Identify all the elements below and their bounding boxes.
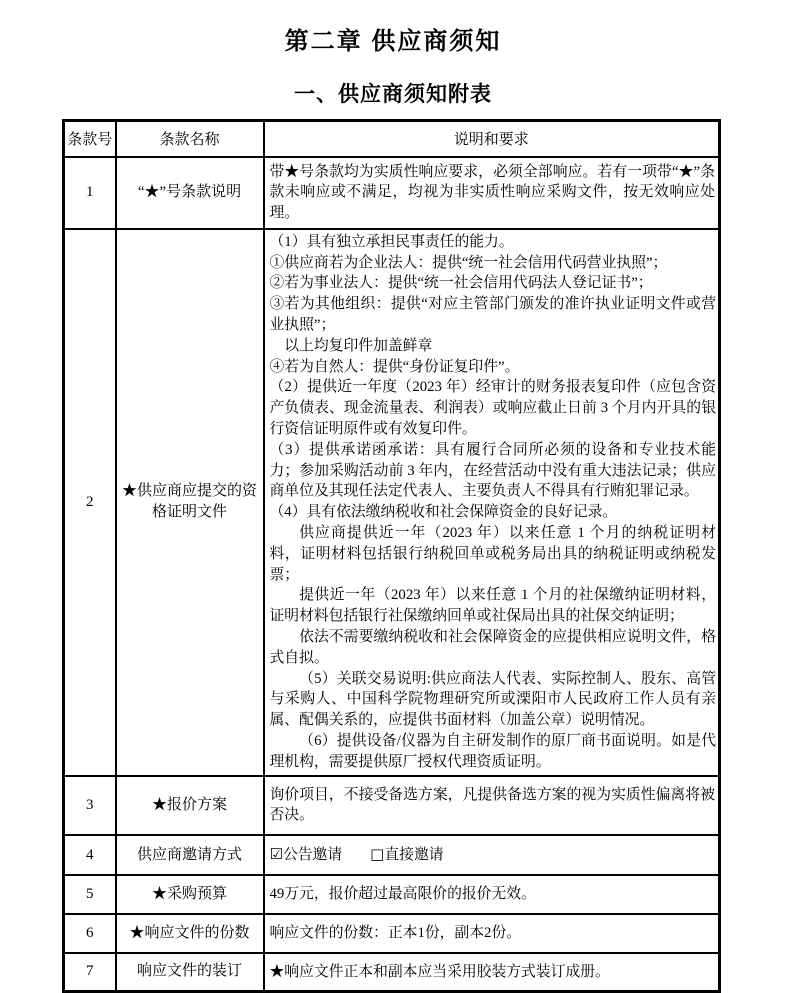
table-row bbox=[64, 835, 720, 875]
clause-name-cell: “★”号条款说明 bbox=[116, 157, 264, 229]
clause-description-cell bbox=[264, 776, 720, 836]
invitation-option bbox=[270, 847, 343, 863]
clause-no-cell: 5 bbox=[64, 875, 116, 914]
requirement-paragraph: 提供近一年（2023 年）以来任意 1 个月的社保缴纳证明材料，证明材料包括银行社保缴纳回单或社保局出具的社保交纳证明； bbox=[269, 587, 716, 625]
requirement-paragraph: （3）提供承诺函承诺：具有履行合同所必须的设备和专业技术能力；参加采购活动前 3 年内，在经营活动中没有重大违法记录；供应商单位及其现任法定代表人、主要负责人不得具有行贿犯罪记录。 bbox=[269, 441, 716, 500]
clause-no-cell: 7 bbox=[64, 953, 116, 992]
table-body bbox=[64, 157, 720, 992]
clause-name-cell: 供应商邀请方式 bbox=[116, 835, 264, 875]
clause-description-cell bbox=[264, 157, 720, 229]
table-row bbox=[64, 953, 720, 992]
requirement-paragraph: ★响应文件正本和副本应当采用胶装方式装订成册。 bbox=[269, 963, 610, 980]
clause-description-cell bbox=[264, 914, 720, 953]
clause-name-cell: 响应文件的装订 bbox=[116, 953, 264, 992]
invitation-option bbox=[370, 847, 443, 863]
requirement-paragraph: （1）具有独立承担民事责任的能力。 bbox=[269, 233, 514, 250]
requirement-paragraph: 以上均复印件加盖鲜章 bbox=[284, 337, 433, 354]
table-row bbox=[64, 914, 720, 953]
clause-no-cell: 6 bbox=[64, 914, 116, 953]
clause-description-cell bbox=[264, 953, 720, 992]
table-row bbox=[64, 157, 720, 229]
clause-name-cell: ★供应商应提交的资格证明文件 bbox=[116, 229, 264, 776]
checkbox-checked-icon: ☑ bbox=[269, 845, 283, 864]
requirement-paragraph: （5）关联交易说明:供应商法人代表、实际控制人、股东、高管与采购人、中国科学院物理研究所或溧阳市人民政府工作人员有亲属、配偶关系的，应提供书面材料（加盖公章）说明情况。 bbox=[269, 670, 716, 729]
table-header-row bbox=[64, 121, 720, 157]
invitation-options bbox=[270, 844, 716, 866]
requirement-paragraph: （2）提供近一年度（2023 年）经审计的财务报表复印件（应包含资产负债表、现金流量表、利润表）或响应截止日前 3 个月内开具的银行资信证明原件或有效复印件。 bbox=[269, 379, 716, 438]
requirement-paragraph: （6）提供设备/仪器为自主研发制作的原厂商书面说明。如是代理机构，需要提供原厂授权代理资质证明。 bbox=[269, 733, 716, 770]
option-label: 公告邀请 bbox=[282, 847, 343, 864]
requirement-paragraph: （4）具有依法缴纳税收和社会保障资金的良好记录。 bbox=[269, 504, 618, 521]
option-label: 直接邀请 bbox=[384, 847, 444, 864]
clause-no-cell: 3 bbox=[64, 776, 116, 836]
requirement-paragraph: 响应文件的份数：正本1份，副本2份。 bbox=[269, 924, 522, 941]
checkbox-unchecked-icon: □ bbox=[370, 845, 385, 864]
requirement-paragraph: ②若为事业法人：提供“统一社会信用代码法人登记证书”； bbox=[269, 275, 653, 292]
section-title: 一、供应商须知附表 bbox=[294, 83, 492, 106]
table-row bbox=[64, 875, 720, 914]
chapter-title: 第二章 供应商须知 bbox=[284, 28, 502, 55]
requirement-paragraph: 询价项目，不接受备选方案，凡提供备选方案的视为实质性偏离将被否决。 bbox=[269, 786, 715, 824]
header-description: 说明和要求 bbox=[264, 121, 720, 157]
requirement-paragraph: 49万元，报价超过最高限价的报价无效。 bbox=[269, 886, 536, 902]
clause-no-cell: 4 bbox=[64, 835, 116, 875]
clause-no-cell: 1 bbox=[64, 157, 116, 229]
table-row bbox=[64, 776, 720, 836]
table-row bbox=[64, 229, 720, 776]
header-clause-name: 条款名称 bbox=[116, 121, 264, 157]
requirement-paragraph: ④若为自然人：提供“身份证复印件”。 bbox=[269, 358, 520, 375]
clause-description-cell bbox=[264, 875, 720, 914]
clause-name-cell: ★响应文件的份数 bbox=[116, 914, 264, 953]
requirement-paragraph: ③若为其他组织：提供“对应主管部门颁发的准许执业证明文件或营业执照”； bbox=[269, 296, 716, 334]
clause-name-cell: ★采购预算 bbox=[116, 875, 264, 914]
requirement-paragraph: 供应商提供近一年（2023 年）以来任意 1 个月的纳税证明材料，证明材料包括银行纳税回单或税务局出具的纳税证明或纳税发票； bbox=[269, 525, 716, 583]
clause-description-cell bbox=[264, 835, 720, 875]
clause-no-cell: 2 bbox=[64, 229, 116, 776]
clause-description-cell bbox=[264, 229, 720, 776]
supplier-notice-table bbox=[62, 119, 721, 993]
requirement-paragraph: ①供应商若为企业法人：提供“统一社会信用代码营业执照”； bbox=[269, 254, 668, 271]
clause-name-cell: ★报价方案 bbox=[116, 776, 264, 836]
header-clause-no: 条款号 bbox=[64, 121, 116, 157]
requirement-paragraph: 带★号条款均为实质性响应要求，必须全部响应。若有一项带“★”条款未响应或不满足，均视为非实质性响应采购文件，按无效响应处理。 bbox=[269, 163, 715, 222]
requirement-paragraph: 依法不需要缴纳税收和社会保障资金的应提供相应说明文件，格式自拟。 bbox=[269, 629, 716, 666]
